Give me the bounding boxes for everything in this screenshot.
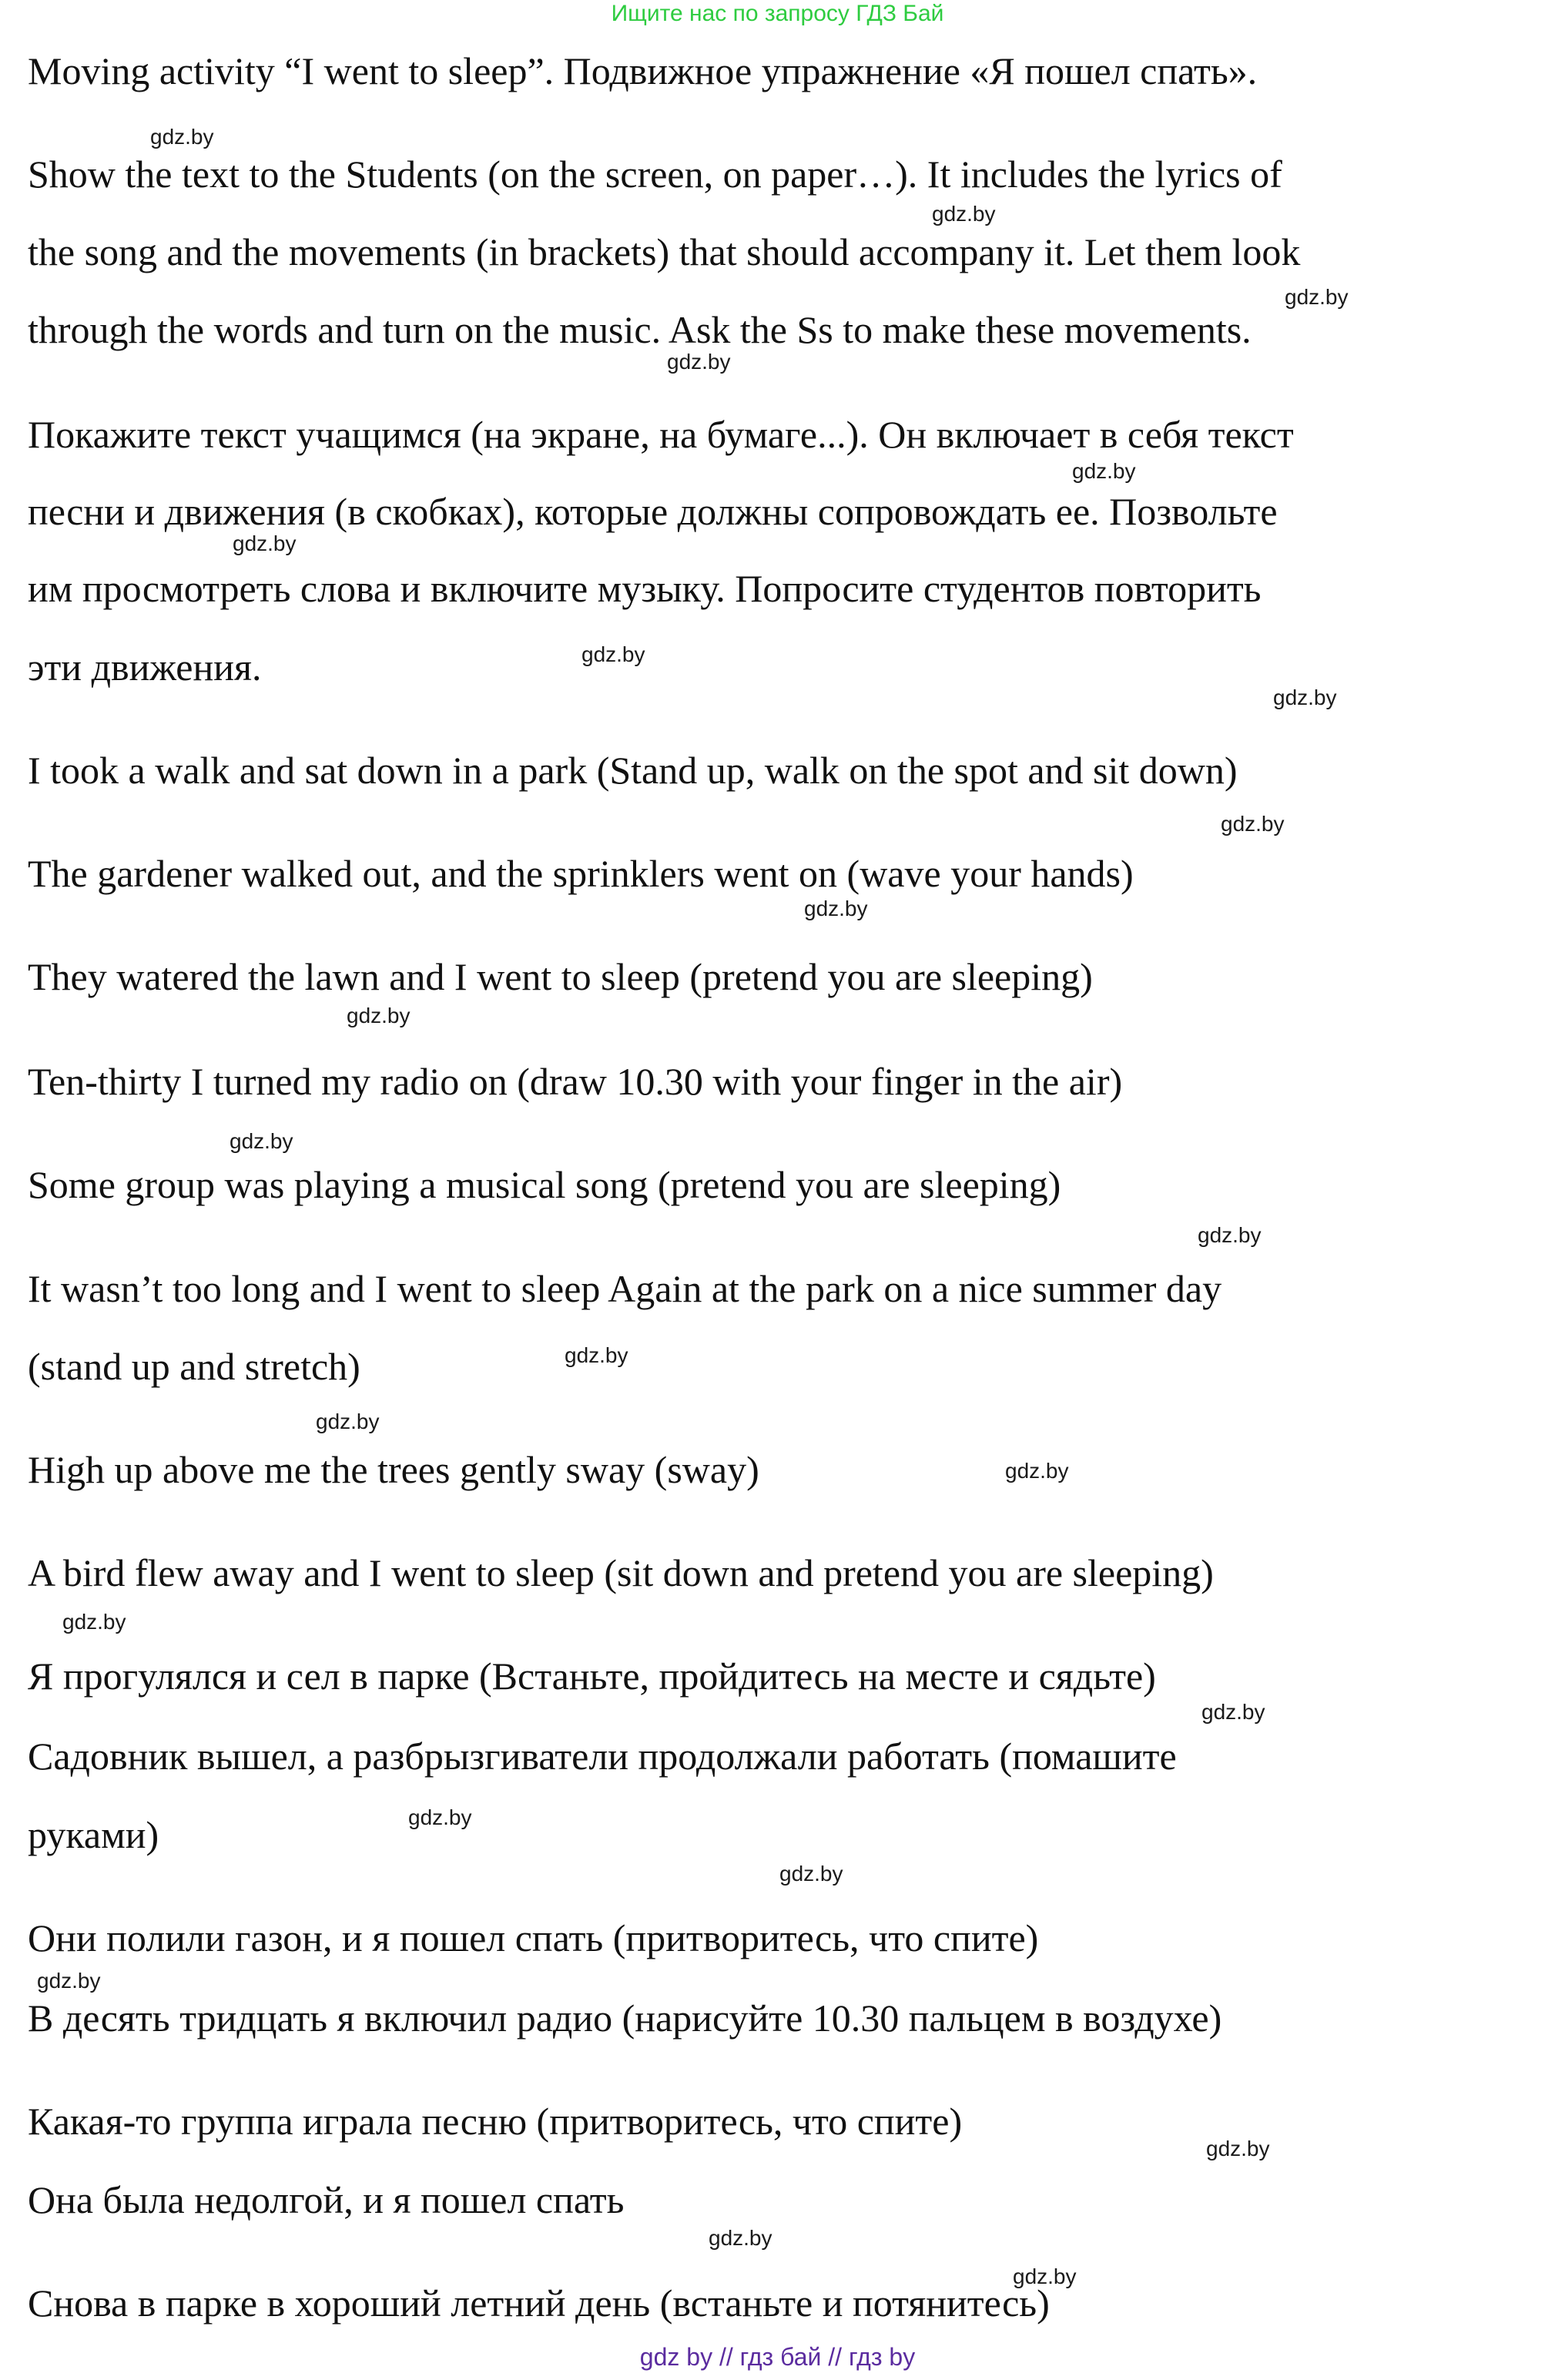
watermark: gdz.by xyxy=(565,1343,628,1367)
watermark: gdz.by xyxy=(581,642,645,666)
text-line: High up above me the trees gently sway (sway) xyxy=(28,1448,759,1491)
text-line: I took a walk and sat down in a park (Stand up, walk on the spot and sit down) xyxy=(28,749,1238,792)
search-hint-banner: Ищите нас по запросу ГДЗ Бай xyxy=(611,1,944,26)
text-line: Снова в парке в хороший летний день (встаньте и потянитесь) xyxy=(28,2281,1050,2325)
watermark: gdz.by xyxy=(667,350,731,374)
watermark: gdz.by xyxy=(1005,1459,1069,1483)
text-line: the song and the movements (in brackets) that should accompany it. Let them look xyxy=(28,230,1301,273)
watermark: gdz.by xyxy=(1013,2264,1077,2288)
text-line: Какая-то группа играла песню (притворитесь, что спите) xyxy=(28,2100,963,2143)
watermark: gdz.by xyxy=(1273,686,1337,709)
text-line: Show the text to the Students (on the screen, on paper…). It includes the lyrics of xyxy=(28,153,1282,196)
watermark: gdz.by xyxy=(316,1410,380,1433)
text-line: эти движения. xyxy=(28,645,262,689)
text-line: A bird flew away and I went to sleep (sit down and pretend you are sleeping) xyxy=(28,1551,1214,1594)
watermark: gdz.by xyxy=(1198,1223,1262,1247)
watermark: gdz.by xyxy=(408,1805,472,1829)
text-line: Some group was playing a musical song (pretend you are sleeping) xyxy=(28,1163,1061,1206)
watermark: gdz.by xyxy=(709,2226,772,2250)
watermark: gdz.by xyxy=(1285,285,1349,309)
text-line: В десять тридцать я включил радио (нарисуйте 10.30 пальцем в воздухе) xyxy=(28,1996,1222,2040)
watermark: gdz.by xyxy=(779,1862,843,1886)
watermark: gdz.by xyxy=(1221,812,1285,836)
watermark: gdz.by xyxy=(804,897,868,920)
text-line: It wasn’t too long and I went to sleep Again at the park on a nice summer day xyxy=(28,1267,1222,1310)
text-line: Садовник вышел, а разбрызгиватели продолжали работать (помашите xyxy=(28,1735,1177,1778)
text-line: through the words and turn on the music. Ask the Ss to make these movements. xyxy=(28,308,1252,351)
watermark: gdz.by xyxy=(1072,459,1136,483)
watermark: gdz.by xyxy=(62,1610,126,1634)
text-line: Я прогулялся и сел в парке (Встаньте, пройдитесь на месте и сядьте) xyxy=(28,1654,1156,1698)
text-line: им просмотреть слова и включите музыку. Попросите студентов повторить xyxy=(28,567,1262,610)
watermark: gdz.by xyxy=(150,125,214,149)
watermark: gdz.by xyxy=(1206,2137,1270,2160)
footer-watermark: gdz by // гдз бай // гдз by xyxy=(639,2343,916,2371)
watermark: gdz.by xyxy=(1201,1700,1265,1724)
watermark: gdz.by xyxy=(233,531,297,555)
text-line: Ten-thirty I turned my radio on (draw 10.30 with your finger in the air) xyxy=(28,1060,1123,1103)
text-line: песни и движения (в скобках), которые должны сопровождать ее. Позвольте xyxy=(28,490,1278,533)
text-line: Moving activity “I went to sleep”. Подвижное упражнение «Я пошел спать». xyxy=(28,49,1258,92)
text-line: руками) xyxy=(28,1813,159,1856)
text-line: The gardener walked out, and the sprinklers went on (wave your hands) xyxy=(28,852,1134,895)
watermark: gdz.by xyxy=(230,1129,293,1153)
text-line: Они полили газон, и я пошел спать (притворитесь, что спите) xyxy=(28,1916,1039,1959)
watermark: gdz.by xyxy=(932,202,996,226)
text-line: (stand up and stretch) xyxy=(28,1345,360,1388)
watermark: gdz.by xyxy=(347,1004,411,1027)
text-line: Она была недолгой, и я пошел спать xyxy=(28,2178,625,2221)
watermark: gdz.by xyxy=(37,1969,101,1993)
text-line: They watered the lawn and I went to sleep (pretend you are sleeping) xyxy=(28,955,1093,998)
text-line: Покажите текст учащимся (на экране, на бумаге...). Он включает в себя текст xyxy=(28,413,1294,456)
